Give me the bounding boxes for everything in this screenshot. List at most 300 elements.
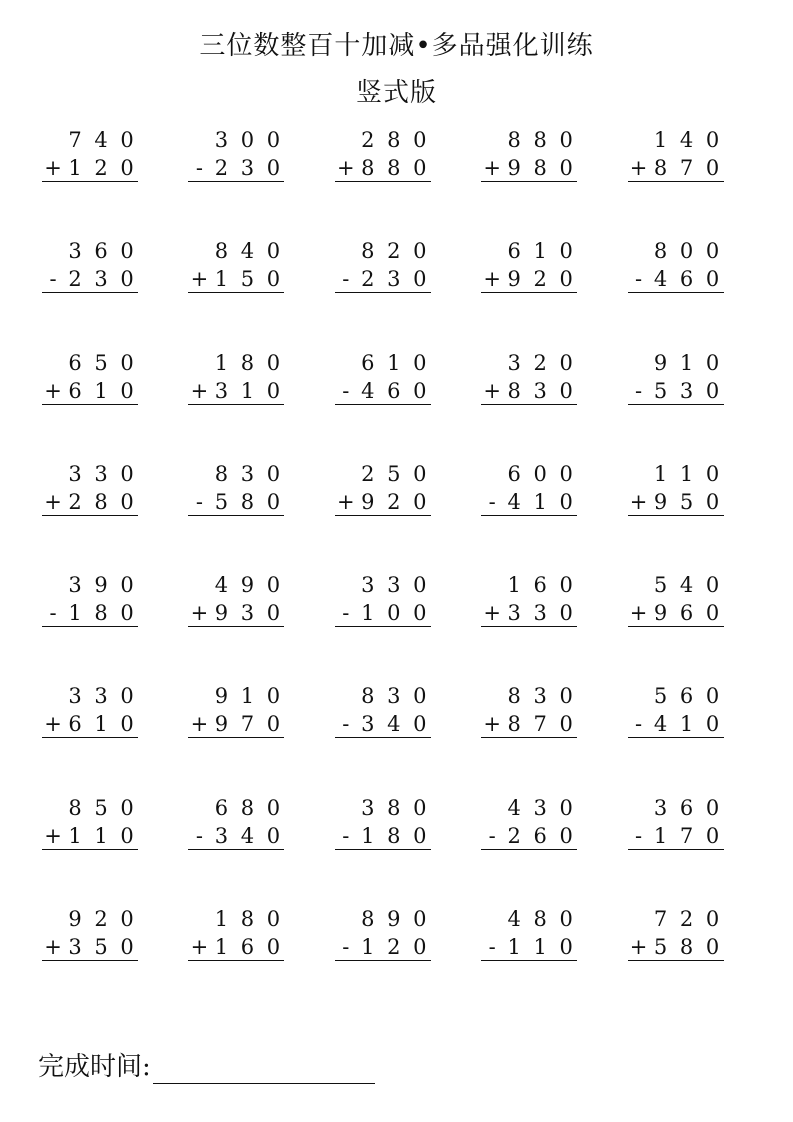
digit: 5 [653,935,668,960]
bottom-operand [481,489,577,516]
digit: 9 [214,712,229,737]
bottom-operand [628,489,724,516]
operator-sign: + [483,378,501,403]
operator-sign: - [488,935,496,960]
bottom-operand [335,934,431,961]
top-operand-digits [208,795,286,821]
top-operand-digits [355,683,433,709]
bottom-operand [42,155,138,182]
bottom-operand [628,600,724,627]
digit: 0 [413,712,427,737]
digit: 0 [266,573,281,598]
digit: 9 [653,601,668,626]
top-operand-digits [501,350,579,376]
vertical-problem [624,235,770,346]
digit: 6 [214,795,229,820]
top-operand [188,906,284,932]
digit: 1 [533,239,547,264]
digit: 0 [705,267,720,292]
top-operand-digits [355,461,433,487]
digit: 0 [266,461,281,486]
operator-sign: - [195,823,203,848]
digit: 0 [705,712,720,737]
digit: 4 [240,239,255,264]
digit: 3 [387,267,401,292]
vertical-problem [184,680,330,791]
bottom-operand [481,600,577,627]
digit: 5 [94,350,108,375]
digit: 0 [559,573,573,598]
top-operand [42,906,138,932]
bottom-operand [42,600,138,627]
digit: 6 [679,795,694,820]
digit: 8 [361,239,375,264]
digit: 8 [240,795,255,820]
digit: 0 [266,156,281,180]
digit: 0 [559,128,573,152]
top-operand [335,238,431,264]
vertical-problem [38,458,184,569]
digit: 1 [679,461,694,486]
top-operand-digits [208,572,286,598]
digit: 0 [705,239,720,264]
bottom-operand [481,378,577,405]
digit: 6 [679,684,694,709]
digit: 0 [120,907,134,932]
digit: 6 [94,239,108,264]
digit: 0 [413,350,427,375]
operator-sign: + [44,712,62,737]
bottom-operand [188,266,284,293]
digit: 1 [361,601,375,626]
bottom-operand [335,155,431,182]
bottom-operand [481,711,577,738]
top-operand [335,461,431,487]
digit: 1 [68,601,82,626]
top-operand [335,127,431,153]
vertical-problem [477,569,623,680]
top-operand-digits [648,683,726,709]
digit: 8 [240,907,255,932]
operator-sign: - [635,267,643,292]
digit: 2 [94,907,108,932]
operator-sign: + [629,156,648,180]
digit: 0 [705,378,720,403]
vertical-problem [624,903,770,1014]
digit: 2 [533,267,547,292]
bottom-operand [188,489,284,516]
top-operand [628,572,724,598]
bottom-operand [188,823,284,850]
digit: 3 [68,461,82,486]
vertical-problem [624,124,770,235]
top-operand-digits [208,350,286,376]
digit: 0 [120,128,134,152]
top-operand-digits [62,238,140,264]
bottom-operand-digits [208,711,286,737]
digit: 1 [361,823,375,848]
digit: 5 [387,461,401,486]
digit: 9 [361,489,375,514]
vertical-problem [38,680,184,791]
digit: 6 [533,573,547,598]
vertical-problem [331,124,477,235]
top-operand-digits [208,461,286,487]
digit: 3 [240,156,255,180]
digit: 5 [653,378,668,403]
digit: 8 [533,156,547,180]
bottom-operand-digits [501,600,579,626]
digit: 0 [266,267,281,292]
digit: 6 [679,601,694,626]
digit: 0 [705,935,720,960]
digit: 2 [533,350,547,375]
digit: 1 [214,350,229,375]
operator-sign: - [195,489,203,514]
digit: 9 [214,684,229,709]
top-operand-digits [501,906,579,932]
digit: 4 [653,267,668,292]
digit: 2 [68,489,82,514]
top-operand [188,238,284,264]
digit: 3 [94,267,108,292]
digit: 0 [120,712,134,737]
digit: 0 [266,935,281,960]
top-operand [628,238,724,264]
vertical-problem [331,569,477,680]
operator-sign: + [483,712,501,737]
digit: 8 [361,156,375,180]
vertical-problem [184,124,330,235]
operator-sign: + [44,823,62,848]
digit: 0 [413,461,427,486]
operator-sign: - [342,823,350,848]
digit: 1 [240,378,255,403]
top-operand-digits [648,350,726,376]
problem-grid [38,124,768,1014]
bottom-operand-digits [648,155,726,181]
operator-sign: + [44,156,62,180]
top-operand [188,461,284,487]
top-operand-digits [355,127,433,153]
digit: 4 [507,795,521,820]
bottom-operand-digits [501,155,579,181]
digit: 1 [653,461,668,486]
digit: 8 [653,156,668,180]
digit: 5 [653,684,668,709]
bottom-operand-digits [355,711,433,737]
digit: 8 [387,795,401,820]
bottom-operand [188,711,284,738]
digit: 3 [240,461,255,486]
top-operand [188,350,284,376]
top-operand-digits [501,461,579,487]
digit: 1 [507,573,521,598]
bottom-operand-digits [62,600,140,626]
digit: 3 [68,684,82,709]
bottom-operand-digits [62,823,140,849]
top-operand [42,461,138,487]
digit: 8 [533,907,547,932]
top-operand-digits [208,127,286,153]
operator-sign: - [49,267,57,292]
vertical-problem [38,903,184,1014]
digit: 9 [653,489,668,514]
bottom-operand-digits [501,489,579,515]
bottom-operand-digits [208,489,286,515]
digit: 8 [533,128,547,152]
top-operand [628,350,724,376]
digit: 3 [361,573,375,598]
digit: 6 [240,935,255,960]
top-operand [42,795,138,821]
digit: 6 [679,267,694,292]
top-operand-digits [62,683,140,709]
operator-sign: - [635,823,643,848]
bottom-operand [42,378,138,405]
digit: 1 [507,935,521,960]
digit: 5 [679,489,694,514]
operator-sign: - [342,601,350,626]
operator-sign: - [488,489,496,514]
digit: 1 [94,378,108,403]
digit: 3 [507,350,521,375]
digit: 7 [653,907,668,932]
digit: 6 [533,823,547,848]
vertical-problem [184,569,330,680]
digit: 0 [413,573,427,598]
vertical-problem [331,680,477,791]
vertical-problem [477,124,623,235]
bottom-operand-digits [648,823,726,849]
digit: 0 [266,907,281,932]
bottom-operand [628,711,724,738]
digit: 4 [361,378,375,403]
vertical-problem [38,792,184,903]
bottom-operand-digits [208,600,286,626]
bottom-operand-digits [208,266,286,292]
vertical-problem [477,903,623,1014]
top-operand [335,795,431,821]
vertical-problem [331,347,477,458]
top-operand-digits [355,572,433,598]
top-operand [628,683,724,709]
top-operand [481,572,577,598]
bottom-operand [628,934,724,961]
top-operand [481,461,577,487]
bottom-operand [42,711,138,738]
digit: 0 [705,907,720,932]
top-operand-digits [62,906,140,932]
top-operand-digits [208,683,286,709]
digit: 7 [68,128,82,152]
digit: 3 [361,712,375,737]
digit: 6 [507,461,521,486]
top-operand-digits [648,572,726,598]
top-operand [335,683,431,709]
digit: 0 [120,573,134,598]
bottom-operand [481,155,577,182]
digit: 8 [679,935,694,960]
digit: 0 [266,712,281,737]
operator-sign: + [44,378,62,403]
digit: 0 [705,461,720,486]
top-operand-digits [208,238,286,264]
digit: 2 [679,907,694,932]
digit: 0 [413,601,427,626]
operator-sign: - [342,267,350,292]
digit: 0 [413,378,427,403]
digit: 0 [266,239,281,264]
top-operand [42,127,138,153]
digit: 0 [705,489,720,514]
bottom-operand [628,823,724,850]
digit: 6 [361,350,375,375]
bottom-operand [335,378,431,405]
digit: 0 [120,489,134,514]
digit: 0 [266,684,281,709]
digit: 2 [387,489,401,514]
digit: 8 [240,489,255,514]
bottom-operand-digits [62,266,140,292]
operator-sign: + [483,156,501,180]
bottom-operand-digits [648,934,726,960]
top-operand-digits [355,350,433,376]
bottom-operand [335,823,431,850]
bottom-operand-digits [648,711,726,737]
digit: 1 [679,350,694,375]
digit: 9 [94,573,108,598]
digit: 8 [94,601,108,626]
digit: 3 [387,573,401,598]
digit: 8 [387,156,401,180]
digit: 2 [507,823,521,848]
vertical-problem [477,347,623,458]
top-operand-digits [62,795,140,821]
bottom-operand-digits [62,934,140,960]
vertical-problem [624,347,770,458]
digit: 0 [120,795,134,820]
digit: 0 [266,823,281,848]
digit: 4 [679,128,694,152]
top-operand [42,572,138,598]
digit: 0 [705,156,720,180]
bottom-operand [335,489,431,516]
digit: 1 [653,823,668,848]
completion-time-blank [153,1053,375,1084]
digit: 0 [387,601,401,626]
bottom-operand [481,823,577,850]
digit: 7 [679,823,694,848]
operator-sign: + [336,489,355,514]
digit: 3 [240,601,255,626]
digit: 2 [214,156,229,180]
vertical-problem [184,792,330,903]
bottom-operand-digits [208,934,286,960]
digit: 0 [120,823,134,848]
vertical-problem [38,347,184,458]
bottom-operand-digits [648,266,726,292]
bottom-operand [628,378,724,405]
digit: 0 [559,156,573,180]
bottom-operand-digits [62,378,140,404]
digit: 0 [705,350,720,375]
digit: 0 [559,601,573,626]
bottom-operand-digits [501,823,579,849]
bottom-operand-digits [62,711,140,737]
digit: 8 [507,712,521,737]
digit: 0 [266,128,281,152]
digit: 1 [653,128,668,152]
top-operand-digits [501,572,579,598]
digit: 3 [533,684,547,709]
digit: 8 [214,239,229,264]
digit: 7 [533,712,547,737]
top-operand [628,795,724,821]
digit: 0 [705,128,720,152]
digit: 5 [94,935,108,960]
digit: 0 [679,239,694,264]
digit: 8 [94,489,108,514]
digit: 1 [214,907,229,932]
bottom-operand-digits [208,823,286,849]
vertical-problem [477,458,623,569]
top-operand [628,906,724,932]
digit: 0 [413,907,427,932]
digit: 0 [413,684,427,709]
bottom-operand-digits [501,934,579,960]
top-operand [628,461,724,487]
top-operand [481,795,577,821]
digit: 8 [387,823,401,848]
vertical-problem [184,458,330,569]
bottom-operand-digits [648,600,726,626]
digit: 8 [507,378,521,403]
bottom-operand-digits [355,266,433,292]
bottom-operand [481,934,577,961]
digit: 2 [361,128,375,152]
digit: 1 [94,823,108,848]
operator-sign: + [44,935,62,960]
digit: 4 [214,573,229,598]
digit: 0 [413,935,427,960]
top-operand-digits [62,127,140,153]
digit: 3 [679,378,694,403]
top-operand [481,238,577,264]
digit: 5 [214,489,229,514]
bottom-operand-digits [208,378,286,404]
digit: 0 [120,350,134,375]
digit: 8 [361,684,375,709]
digit: 6 [68,712,82,737]
bottom-operand [188,155,284,182]
digit: 0 [705,601,720,626]
digit: 0 [266,795,281,820]
digit: 4 [679,573,694,598]
top-operand [42,238,138,264]
operator-sign: + [629,489,648,514]
top-operand-digits [355,906,433,932]
bottom-operand-digits [648,378,726,404]
operator-sign: + [190,935,209,960]
digit: 8 [214,461,229,486]
top-operand-digits [648,238,726,264]
vertical-problem [38,569,184,680]
top-operand-digits [62,461,140,487]
operator-sign: + [190,267,209,292]
digit: 1 [94,712,108,737]
digit: 0 [559,935,573,960]
